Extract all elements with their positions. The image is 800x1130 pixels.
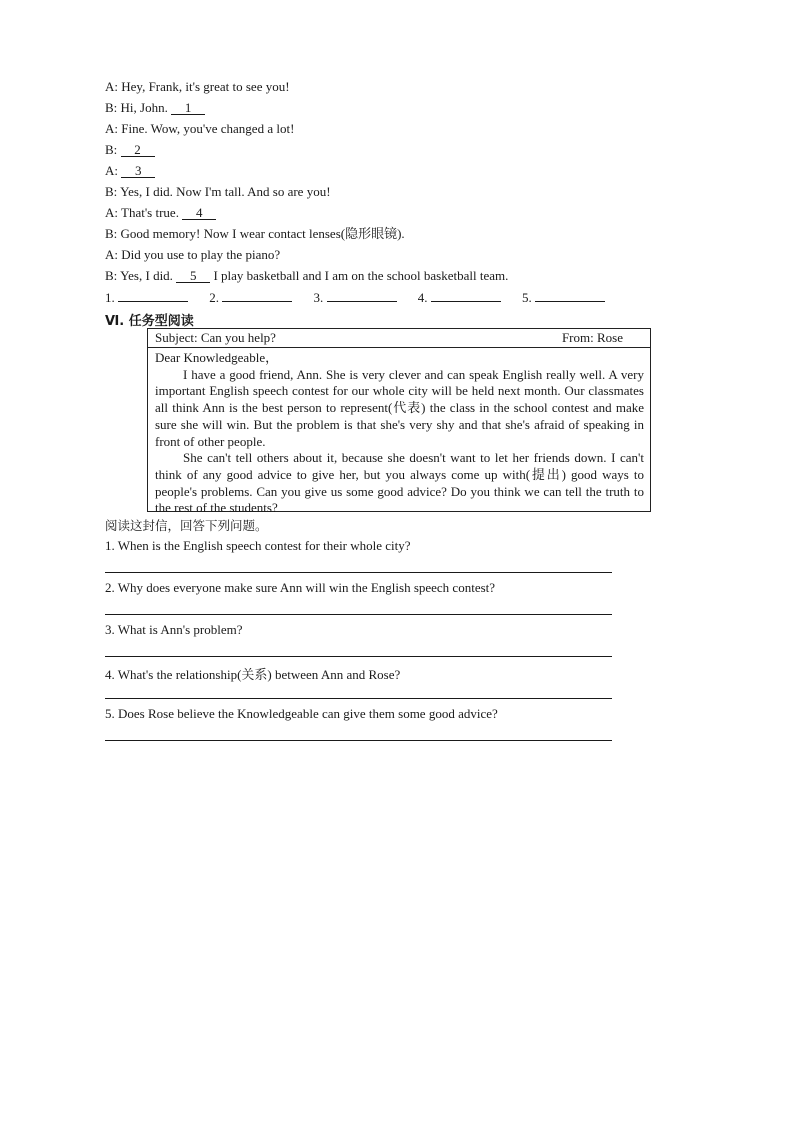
blank-2: 2 [121,143,155,157]
answer-blank-2[interactable]: 2. [209,289,292,306]
question-3: 3. What is Ann's problem? [105,622,243,637]
blank-4: 4 [182,206,216,220]
letter-paragraph-2: She can't tell others about it, because she doesn't want to let her friends down. I can't think of any good advice to give her, but you always come up with(提出) good ways to people's problems. Can you give us some good advice? Do you think we can tell the truth to the rest of the students? [155,450,644,516]
dialogue-line: A: Fine. Wow, you've changed a lot! [105,121,295,136]
dialogue-line: B: Good memory! Now I wear contact lenses(隐形眼镜). [105,226,405,241]
answer-line-2[interactable] [105,614,612,615]
answer-line-1[interactable] [105,572,612,573]
blank-3: 3 [121,164,155,178]
question-4: 4. What's the relationship(关系) between Ann and Rose? [105,667,401,682]
answer-line-4[interactable] [105,698,612,699]
dialogue-line: B: Yes, I did. Now I'm tall. And so are you! [105,184,331,199]
letter-from: From: Rose [561,330,623,345]
dialogue-line: B: 2 [105,142,155,158]
letter-paragraph-1: I have a good friend, Ann. She is very clever and can speak English really well. A very important English speech contest for our whole city will be held next month. Our classmates all think Ann is the best person to represent(代表) the class in the school contest and make sure she will win. But the problem is that she's very shy and that she's afraid of speaking in front of other people. [155,366,644,449]
dialogue-line: A: That's true. 4 [105,205,216,221]
letter-greeting: Dear Knowledgeable， [155,350,279,365]
dialogue-line: A: Hey, Frank, it's great to see you! [105,79,290,94]
blank-5: 5 [176,269,210,283]
dialogue-line: A: 3 [105,163,155,179]
dialogue-line: B: Yes, I did. 5 I play basketball and I am on the school basketball team. [105,268,509,283]
question-2: 2. Why does everyone make sure Ann will win the English speech contest? [105,580,496,595]
instruction: 阅读这封信，回答下列问题。 [105,518,268,533]
answer-blank-1[interactable]: 1. [105,289,188,306]
letter-header [148,329,650,348]
dialogue-line: B: Hi, John. 1 [105,100,205,116]
section-title: Ⅵ. 任务型阅读 [105,314,194,329]
dialogue-line: A: Did you use to play the piano? [105,247,281,262]
letter-subject: Subject: Can you help? [155,330,276,345]
blank-1: 1 [171,101,205,115]
answer-blank-5[interactable]: 5. [522,289,605,306]
letter-body [148,348,650,517]
letter-box [147,328,651,516]
answer-line-5[interactable] [105,740,612,741]
question-1: 1. When is the English speech contest for their whole city? [105,538,411,553]
answer-blank-3[interactable]: 3. [314,289,397,306]
answer-blank-4[interactable]: 4. [418,289,501,306]
question-5: 5. Does Rose believe the Knowledgeable can give them some good advice? [105,706,498,721]
answer-line-3[interactable] [105,656,612,657]
answer-row [105,289,623,306]
